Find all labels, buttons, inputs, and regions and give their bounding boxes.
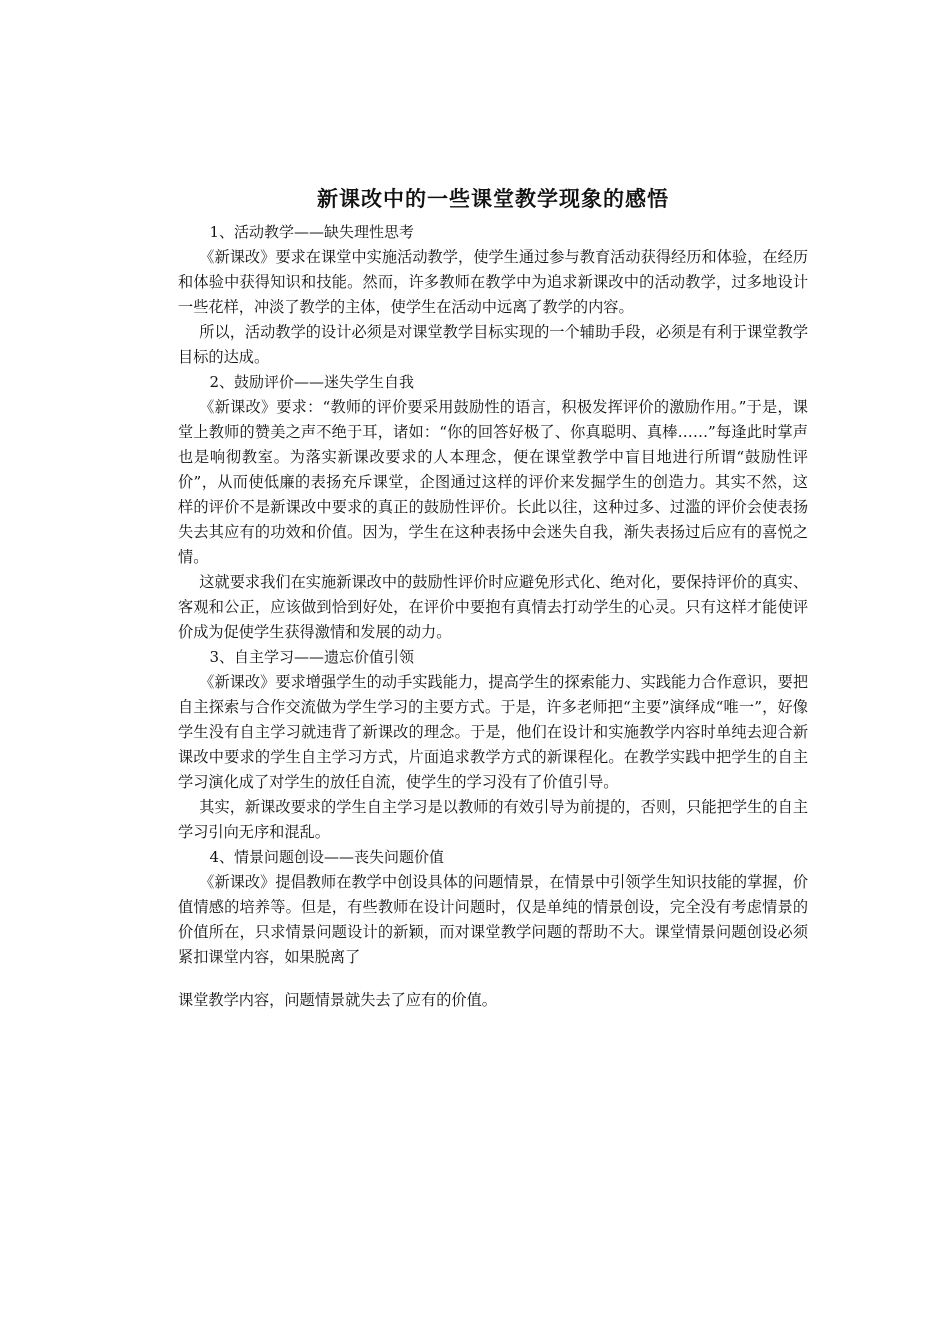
section-heading-3: 3、自主学习——遗忘价值引领 — [209, 648, 415, 666]
section-heading-2: 2、鼓励评价——迷失学生自我 — [209, 373, 415, 391]
section-1-paragraph-1: 《新课改》要求在课堂中实施活动教学，使学生通过参与教育活动获得经历和体验，在经历和体验中获得知识和技能。然而，许多教师在教学中为追求新课改中的活动教学，过多地设计一些花样，冲淡了教学的主体，使学生在活动中远离了教学的内容。 — [178, 248, 808, 316]
section-heading-1: 1、活动教学——缺失理性思考 — [209, 223, 415, 241]
section-2-paragraph-1: 《新课改》要求：“教师的评价要采用鼓励性的语言，积极发挥评价的激励作用。”于是，课堂上教师的赞美之声不绝于耳，诸如：“你的回答好极了、你真聪明、真棒……”每逢此时掌声也是响彻教室。为落实新课改要求的人本理念，便在课堂教学中盲目地进行所谓“鼓励性评价”，从而使低廉的表扬充斥课堂，企图通过这样的评价来发掘学生的创造力。其实不然，这样的评价不是新课改中要求的真正的鼓励性评价。长此以往，这种过多、过滥的评价会使表扬失去其应有的功效和价值。因为，学生在这种表扬中会迷失自我，渐失表扬过后应有的喜悦之情。 — [178, 398, 808, 566]
section-heading-4: 4、情景问题创设——丧失问题价值 — [209, 848, 445, 866]
section-3-paragraph-1: 《新课改》要求增强学生的动手实践能力，提高学生的探索能力、实践能力合作意识，要把自主探索与合作交流做为学生学习的主要方式。于是，许多老师把“主要”演绎成“唯一”，好像学生没有自主学习就违背了新课改的理念。于是，他们在设计和实施教学内容时单纯去迎合新课改中要求的学生自主学习方式，片面追求教学方式的新课程化。在教学实践中把学生的自主学习演化成了对学生的放任自流，使学生的学习没有了价值引导。 — [178, 673, 808, 791]
section-3-paragraph-2: 其实，新课改要求的学生自主学习是以教师的有效引导为前提的，否则，只能把学生的自主学习引向无序和混乱。 — [178, 798, 808, 841]
closing-line: 课堂教学内容，问题情景就失去了应有的价值。 — [178, 991, 497, 1009]
document-title: 新课改中的一些课堂教学现象的感悟 — [317, 186, 669, 211]
section-4-paragraph-1: 《新课改》提倡教师在教学中创设具体的问题情景，在情景中引领学生知识技能的掌握，价值情感的培养等。但是，有些教师在设计问题时，仅是单纯的情景创设，完全没有考虑情景的价值所在，只求情景问题设计的新颖，而对课堂教学问题的帮助不大。课堂情景问题创设必须紧扣课堂内容，如果脱离了 — [178, 873, 808, 966]
section-2-paragraph-2: 这就要求我们在实施新课改中的鼓励性评价时应避免形式化、绝对化，要保持评价的真实、客观和公正，应该做到恰到好处，在评价中要抱有真情去打动学生的心灵。只有这样才能使评价成为促使学生获得激情和发展的动力。 — [178, 573, 808, 641]
section-1-paragraph-2: 所以，活动教学的设计必须是对课堂教学目标实现的一个辅助手段，必须是有利于课堂教学目标的达成。 — [178, 323, 808, 366]
document-body — [178, 182, 808, 1013]
